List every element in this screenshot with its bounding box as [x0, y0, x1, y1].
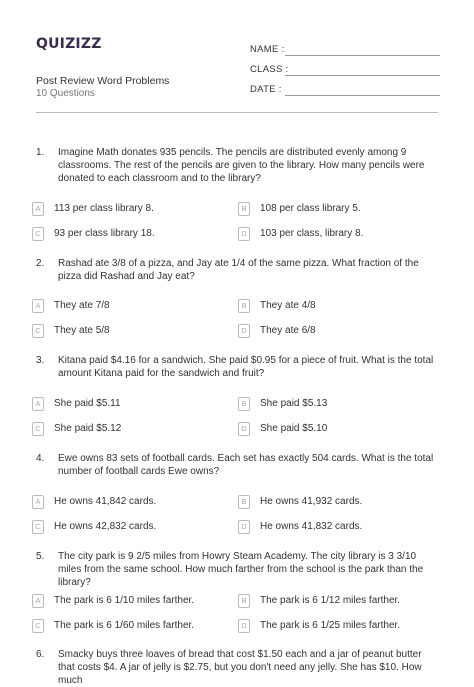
- question-text: Ewe owns 83 sets of football cards. Each set has exactly 504 cards. What is the total number of football cards Ewe owns?: [58, 453, 434, 477]
- header-divider: [36, 112, 438, 113]
- option-text: The park is 6 1/12 miles farther.: [260, 595, 401, 606]
- option-text: 113 per class library 8.: [54, 203, 154, 214]
- option-letter-box: B: [238, 397, 250, 411]
- option-letter-box: D: [238, 227, 250, 241]
- option-letter-box: D: [238, 619, 250, 633]
- question-number: 1.: [36, 147, 45, 158]
- question-count: 10 Questions: [36, 88, 95, 99]
- option-letter-box: A: [32, 594, 44, 608]
- worksheet-title: Post Review Word Problems: [36, 75, 170, 87]
- option-text: 93 per class library 18.: [54, 228, 155, 239]
- question-text: The city park is 9 2/5 miles from Howry Steam Academy. The city library is 3 3/10 miles from the same school. How much farther from the school is the park than the library?: [58, 551, 424, 588]
- name-field[interactable]: [240, 38, 440, 58]
- option-text: They ate 4/8: [260, 300, 316, 311]
- option-letter-box: A: [32, 397, 44, 411]
- question-5: [36, 550, 441, 588]
- option-text: She paid $5.13: [260, 398, 328, 409]
- option-text: She paid $5.10: [260, 423, 328, 434]
- class-field[interactable]: [240, 58, 440, 78]
- option-text: They ate 6/8: [260, 325, 316, 336]
- option-letter-box: D: [238, 324, 250, 338]
- question-number: 2.: [36, 258, 45, 269]
- option-letter-box: A: [32, 202, 44, 216]
- question-number: 4.: [36, 453, 45, 464]
- name-label: NAME :: [250, 44, 285, 55]
- option-text: The park is 6 1/25 miles farther.: [260, 620, 401, 631]
- option-text: He owns 41,832 cards.: [260, 521, 363, 532]
- name-line: [285, 55, 440, 56]
- option-letter-box: A: [32, 299, 44, 313]
- question-number: 5.: [36, 551, 45, 562]
- option-letter-box: B: [238, 594, 250, 608]
- date-field[interactable]: [240, 78, 440, 98]
- option-text: They ate 7/8: [54, 300, 110, 311]
- option-letter-box: B: [238, 202, 250, 216]
- question-text: Rashad ate 3/8 of a pizza, and Jay ate 1/4 of the same pizza. What fraction of the pizza did Rashad and Jay eat?: [58, 258, 419, 282]
- option-text: He owns 41,842 cards.: [54, 496, 157, 507]
- question-text: Smacky buys three loaves of bread that cost $1.50 each and a jar of peanut butter that costs $4. A jar of jelly is $2.75, but you don't need any jelly. She has $10. How much: [58, 649, 422, 686]
- quizizz-logo: QUIZIZZ: [36, 36, 102, 52]
- class-line: [285, 75, 440, 76]
- question-2: [36, 257, 441, 285]
- option-letter-box: C: [32, 422, 44, 436]
- question-4: [36, 452, 441, 480]
- date-label: DATE :: [250, 84, 282, 95]
- question-number: 3.: [36, 355, 45, 366]
- option-text: 108 per class library 5.: [260, 203, 361, 214]
- question-number: 6.: [36, 649, 45, 660]
- option-text: The park is 6 1/60 miles farther.: [54, 620, 195, 631]
- question-3: [36, 354, 441, 382]
- date-line: [285, 95, 440, 96]
- option-text: The park is 6 1/10 miles farther.: [54, 595, 195, 606]
- option-letter-box: C: [32, 324, 44, 338]
- option-text: They ate 5/8: [54, 325, 110, 336]
- option-text: He owns 41,932 cards.: [260, 496, 363, 507]
- option-letter-box: D: [238, 520, 250, 534]
- option-letter-box: C: [32, 520, 44, 534]
- question-6: [36, 648, 441, 686]
- option-letter-box: B: [238, 495, 250, 509]
- option-text: She paid $5.12: [54, 423, 122, 434]
- option-text: He owns 42,832 cards.: [54, 521, 157, 532]
- class-label: CLASS :: [250, 64, 289, 75]
- option-text: She paid $5.11: [54, 398, 121, 409]
- option-text: 103 per class, library 8.: [260, 228, 364, 239]
- question-text: Imagine Math donates 935 pencils. The pencils are distributed evenly among 9 classrooms. The rest of the pencils are given to the library. How many pencils were donated to each classroom and to the library?: [58, 147, 425, 184]
- option-letter-box: C: [32, 619, 44, 633]
- option-letter-box: D: [238, 422, 250, 436]
- question-text: Kitana paid $4.16 for a sandwich. She paid $0.95 for a piece of fruit. What is the total amount Kitana paid for the sandwich and fruit?: [58, 355, 434, 379]
- option-letter-box: A: [32, 495, 44, 509]
- option-letter-box: C: [32, 227, 44, 241]
- option-letter-box: B: [238, 299, 250, 313]
- question-1: [36, 146, 441, 186]
